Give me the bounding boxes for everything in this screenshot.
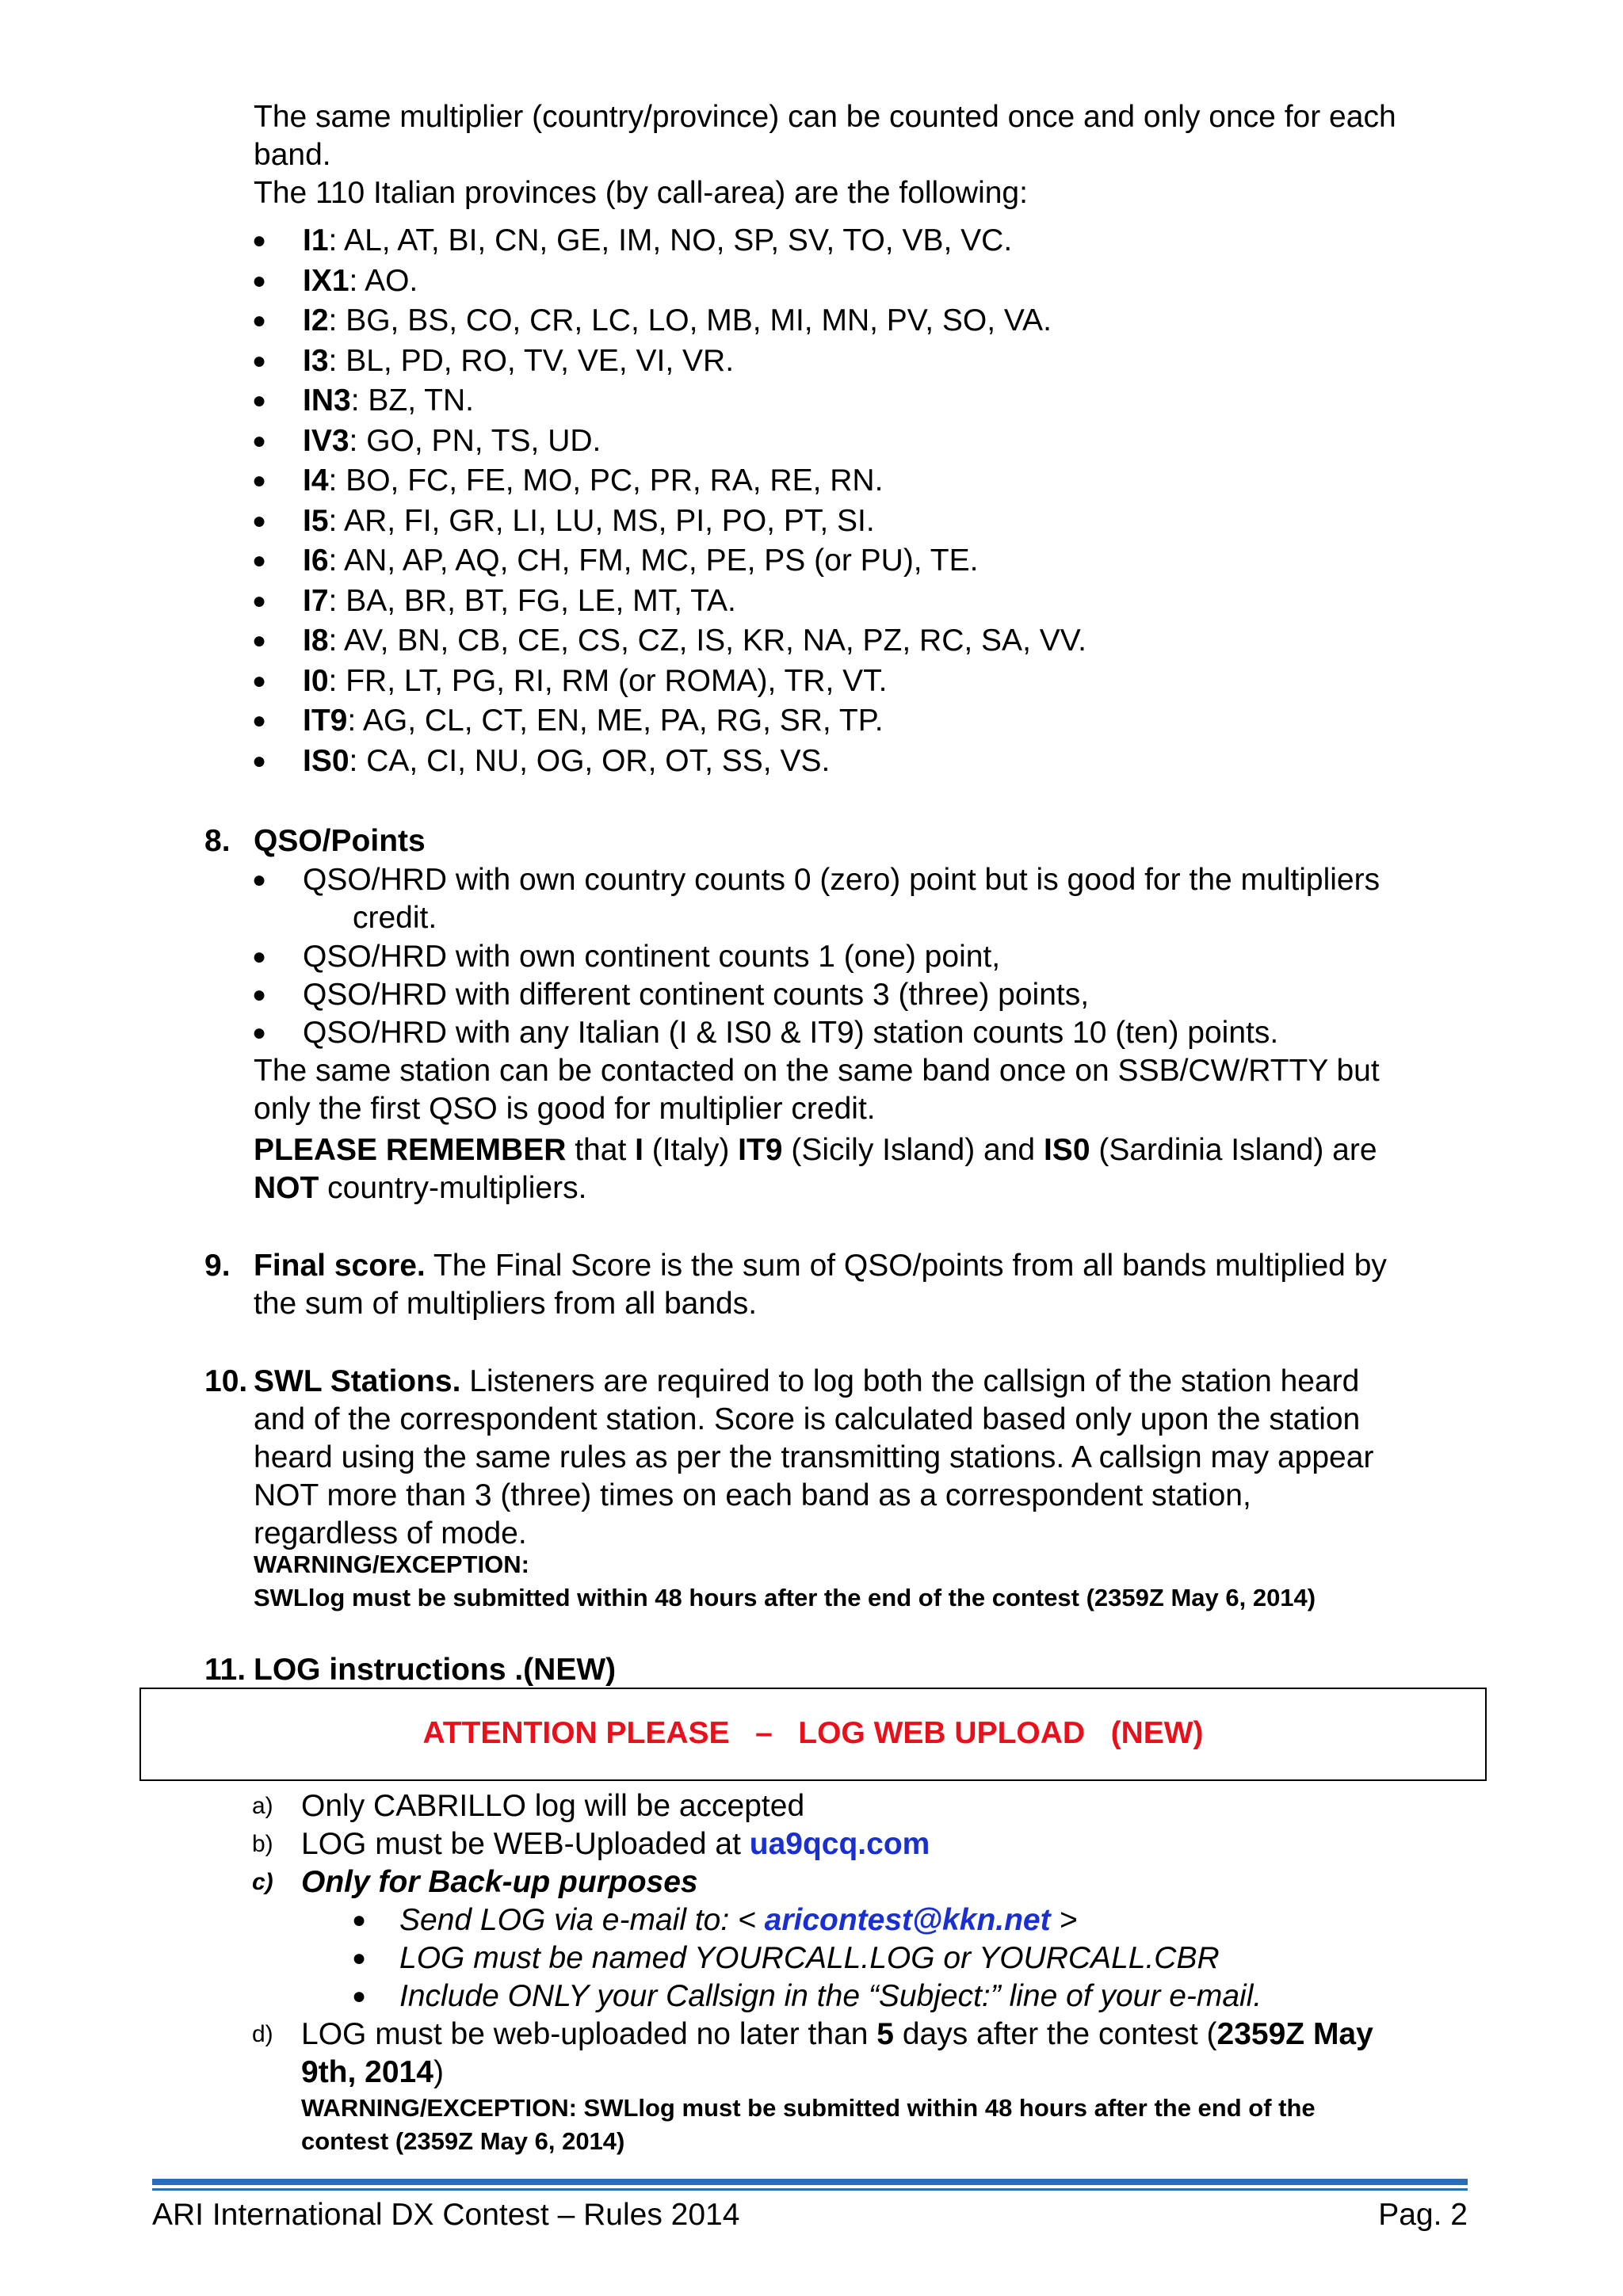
bullet-dot: ● xyxy=(352,1983,367,2009)
province-codes: : BA, BR, BT, FG, LE, MT, TA. xyxy=(328,584,736,618)
attention-heading: ATTENTION PLEASE – LOG WEB UPLOAD (NEW) xyxy=(422,1716,1204,1750)
section-9-line-1 xyxy=(254,1247,1387,1285)
bullet-dot: ● xyxy=(252,748,267,774)
province-item xyxy=(303,702,884,740)
qso-rule-own-country-cont: credit. xyxy=(353,901,437,935)
section-10-warning-text: SWLlog must be submitted within 48 hours after the end of the contest (2359Z May 6, 2014) xyxy=(254,1584,1316,1611)
log-rule-cabrillo: Only CABRILLO log will be accepted xyxy=(301,1789,805,1823)
bullet-dot: ● xyxy=(252,428,267,454)
province-codes: : BZ, TN. xyxy=(350,383,474,418)
section-10-number: 10. xyxy=(204,1364,248,1398)
province-codes: : AO. xyxy=(349,264,418,298)
item-letter-d: d) xyxy=(252,2021,273,2047)
province-codes: : AG, CL, CT, EN, ME, PA, RG, SR, TP. xyxy=(347,704,884,738)
section-10-title: SWL Stations. xyxy=(254,1364,461,1398)
bullet-dot: ● xyxy=(252,227,267,254)
subject-line-rule: Include ONLY your Callsign in the “Subject:” line of your e-mail. xyxy=(399,1979,1262,2013)
bullet-dot: ● xyxy=(252,1020,267,1046)
item-letter-a: a) xyxy=(252,1793,273,1819)
section-10-warning-label: WARNING/EXCEPTION: xyxy=(254,1550,529,1578)
intro-line-3: The 110 Italian provinces (by call-area) are the following: xyxy=(254,176,1028,210)
call-area: IS0 xyxy=(303,744,349,778)
section-10-text-1: Listeners are required to log both the callsign of the station heard xyxy=(460,1364,1360,1398)
section-9-number: 9. xyxy=(204,1249,231,1283)
backup-purposes-heading: Only for Back-up purposes xyxy=(301,1865,698,1899)
qso-rule-own-country: QSO/HRD with own country counts 0 (zero) point but is good for the multipliers xyxy=(303,863,1381,897)
bullet-dot: ● xyxy=(352,1945,367,1971)
section-10-line-3: heard using the same rules as per the transmitting stations. A callsign may appear xyxy=(254,1440,1374,1474)
province-item xyxy=(303,302,1052,340)
intro-line-2: band. xyxy=(254,138,331,172)
please-remember-label: PLEASE REMEMBER xyxy=(254,1133,567,1167)
bullet-dot: ● xyxy=(252,944,267,970)
section-10-line-5: regardless of mode. xyxy=(254,1516,527,1550)
province-item xyxy=(303,222,1012,260)
log-naming-rule: LOG must be named YOURCALL.LOG or YOURCALL.CBR xyxy=(399,1941,1220,1975)
section-8-para-2: only the first QSO is good for multiplier credit. xyxy=(254,1092,876,1126)
section-11-number: 11. xyxy=(204,1653,246,1687)
province-item xyxy=(303,422,601,460)
section-8-number: 8. xyxy=(204,824,231,858)
remember-text-3: (Sicily Island) and xyxy=(782,1133,1044,1167)
bullet-dot: ● xyxy=(252,268,267,294)
deadline-date-1: 2359Z May xyxy=(1216,2017,1373,2051)
remember-text-1: that xyxy=(566,1133,636,1167)
remember-sicily-prefix: IT9 xyxy=(738,1133,783,1167)
call-area: I2 xyxy=(303,303,329,338)
attention-box xyxy=(139,1688,1487,1781)
province-item xyxy=(303,542,978,580)
bullet-dot: ● xyxy=(252,508,267,534)
bullet-dot: ● xyxy=(252,668,267,694)
call-area: IV3 xyxy=(303,424,349,458)
bullet-dot: ● xyxy=(252,467,267,494)
province-item xyxy=(303,502,875,540)
call-area: IX1 xyxy=(303,264,349,298)
remember-text-5: country-multipliers. xyxy=(319,1171,587,1205)
upload-site-link[interactable]: ua9qcq.com xyxy=(749,1827,930,1861)
call-area: I7 xyxy=(303,584,329,618)
remember-sardinia-prefix: IS0 xyxy=(1043,1133,1090,1167)
bullet-dot: ● xyxy=(252,867,267,893)
section-9-title: Final score. xyxy=(254,1249,426,1283)
contest-email-link[interactable]: aricontest@kkn.net xyxy=(764,1903,1051,1937)
backup-email-close: > xyxy=(1050,1903,1078,1937)
log-warning-line-1: WARNING/EXCEPTION: SWLlog must be submitted within 48 hours after the end of the xyxy=(301,2094,1316,2122)
deadline-text-1: LOG must be web-uploaded no later than xyxy=(301,2017,877,2051)
province-codes: : FR, LT, PG, RI, RM (or ROMA), TR, VT. xyxy=(328,664,888,698)
province-codes: : CA, CI, NU, OG, OR, OT, SS, VS. xyxy=(349,744,831,778)
province-item xyxy=(303,342,734,380)
province-item xyxy=(303,382,474,420)
call-area: I8 xyxy=(303,624,329,658)
remember-text-4: (Sardinia Island) are xyxy=(1090,1133,1377,1167)
province-item xyxy=(303,262,418,300)
footer-rule-thick xyxy=(152,2179,1468,2185)
bullet-dot: ● xyxy=(252,348,267,374)
please-remember-line-2 xyxy=(254,1169,586,1207)
province-codes: : GO, PN, TS, UD. xyxy=(349,424,601,458)
province-item xyxy=(303,622,1086,660)
province-item xyxy=(303,742,830,780)
section-10-line-2: and of the correspondent station. Score is calculated based only upon the station xyxy=(254,1402,1361,1436)
deadline-days: 5 xyxy=(876,2017,894,2051)
deadline-date-2: 9th, 2014 xyxy=(301,2055,433,2089)
call-area: IN3 xyxy=(303,383,351,418)
qso-rule-italian: QSO/HRD with any Italian (I & IS0 & IT9) station counts 10 (ten) points. xyxy=(303,1016,1279,1050)
section-10-line-4: NOT more than 3 (three) times on each band as a correspondent station, xyxy=(254,1478,1251,1512)
remember-text-2: (Italy) xyxy=(643,1133,739,1167)
bullet-dot: ● xyxy=(252,982,267,1008)
deadline-line-1 xyxy=(301,2016,1373,2054)
province-codes: : BG, BS, CO, CR, LC, LO, MB, MI, MN, PV, SO, VA. xyxy=(328,303,1052,338)
section-8-para-1: The same station can be contacted on the same band once on SSB/CW/RTTY but xyxy=(254,1054,1380,1088)
province-item xyxy=(303,662,887,700)
web-upload-text: LOG must be WEB-Uploaded at xyxy=(301,1827,750,1861)
item-letter-c: c) xyxy=(252,1869,273,1895)
section-11-title: LOG instructions .(NEW) xyxy=(254,1653,617,1687)
section-9-line-2: the sum of multipliers from all bands. xyxy=(254,1287,758,1321)
page-number: Pag. 2 xyxy=(1378,2198,1468,2232)
bullet-dot: ● xyxy=(252,547,267,574)
remember-not: NOT xyxy=(254,1171,319,1205)
log-warning-line-2: contest (2359Z May 6, 2014) xyxy=(301,2127,625,2155)
bullet-dot: ● xyxy=(252,588,267,614)
province-codes: : BL, PD, RO, TV, VE, VI, VR. xyxy=(328,344,735,378)
call-area: I4 xyxy=(303,463,329,498)
bullet-dot: ● xyxy=(252,307,267,334)
item-letter-b: b) xyxy=(252,1831,273,1857)
backup-email-text: Send LOG via e-mail to: < xyxy=(399,1903,765,1937)
province-item xyxy=(303,582,736,620)
deadline-line-2 xyxy=(301,2054,444,2092)
backup-email-line xyxy=(399,1901,1077,1939)
call-area: I3 xyxy=(303,344,329,378)
footer-rule-thin xyxy=(152,2188,1468,2191)
bullet-dot: ● xyxy=(352,1907,367,1933)
province-item xyxy=(303,462,883,500)
call-area: I6 xyxy=(303,543,329,578)
please-remember-line xyxy=(254,1131,1377,1169)
call-area: I0 xyxy=(303,664,329,698)
call-area: I5 xyxy=(303,504,329,538)
province-codes: : BO, FC, FE, MO, PC, PR, RA, RE, RN. xyxy=(328,463,884,498)
qso-rule-diff-continent: QSO/HRD with different continent counts 3 (three) points, xyxy=(303,978,1090,1012)
bullet-dot: ● xyxy=(252,707,267,734)
province-codes: : AR, FI, GR, LI, LU, MS, PI, PO, PT, SI. xyxy=(328,504,875,538)
call-area: I1 xyxy=(303,223,329,257)
log-rule-web-upload xyxy=(301,1825,930,1863)
call-area: IT9 xyxy=(303,704,348,738)
intro-line-1: The same multiplier (country/province) can be counted once and only once for each xyxy=(254,100,1396,134)
section-10-line-1 xyxy=(254,1363,1359,1401)
remember-italy-prefix: I xyxy=(635,1133,643,1167)
qso-rule-own-continent: QSO/HRD with own continent counts 1 (one) point, xyxy=(303,940,1001,974)
bullet-dot: ● xyxy=(252,387,267,414)
footer-title: ARI International DX Contest – Rules 2014 xyxy=(152,2198,740,2232)
deadline-close: ) xyxy=(433,2055,444,2089)
deadline-text-2: days after the contest ( xyxy=(893,2017,1217,2051)
bullet-dot: ● xyxy=(252,627,267,654)
section-9-text-1: The Final Score is the sum of QSO/points from all bands multiplied by xyxy=(425,1249,1387,1283)
province-codes: : AN, AP, AQ, CH, FM, MC, PE, PS (or PU), TE. xyxy=(328,543,979,578)
province-codes: : AL, AT, BI, CN, GE, IM, NO, SP, SV, TO, VB, VC. xyxy=(328,223,1013,257)
section-8-title: QSO/Points xyxy=(254,824,426,858)
province-codes: : AV, BN, CB, CE, CS, CZ, IS, KR, NA, PZ, RC, SA, VV. xyxy=(328,624,1087,658)
